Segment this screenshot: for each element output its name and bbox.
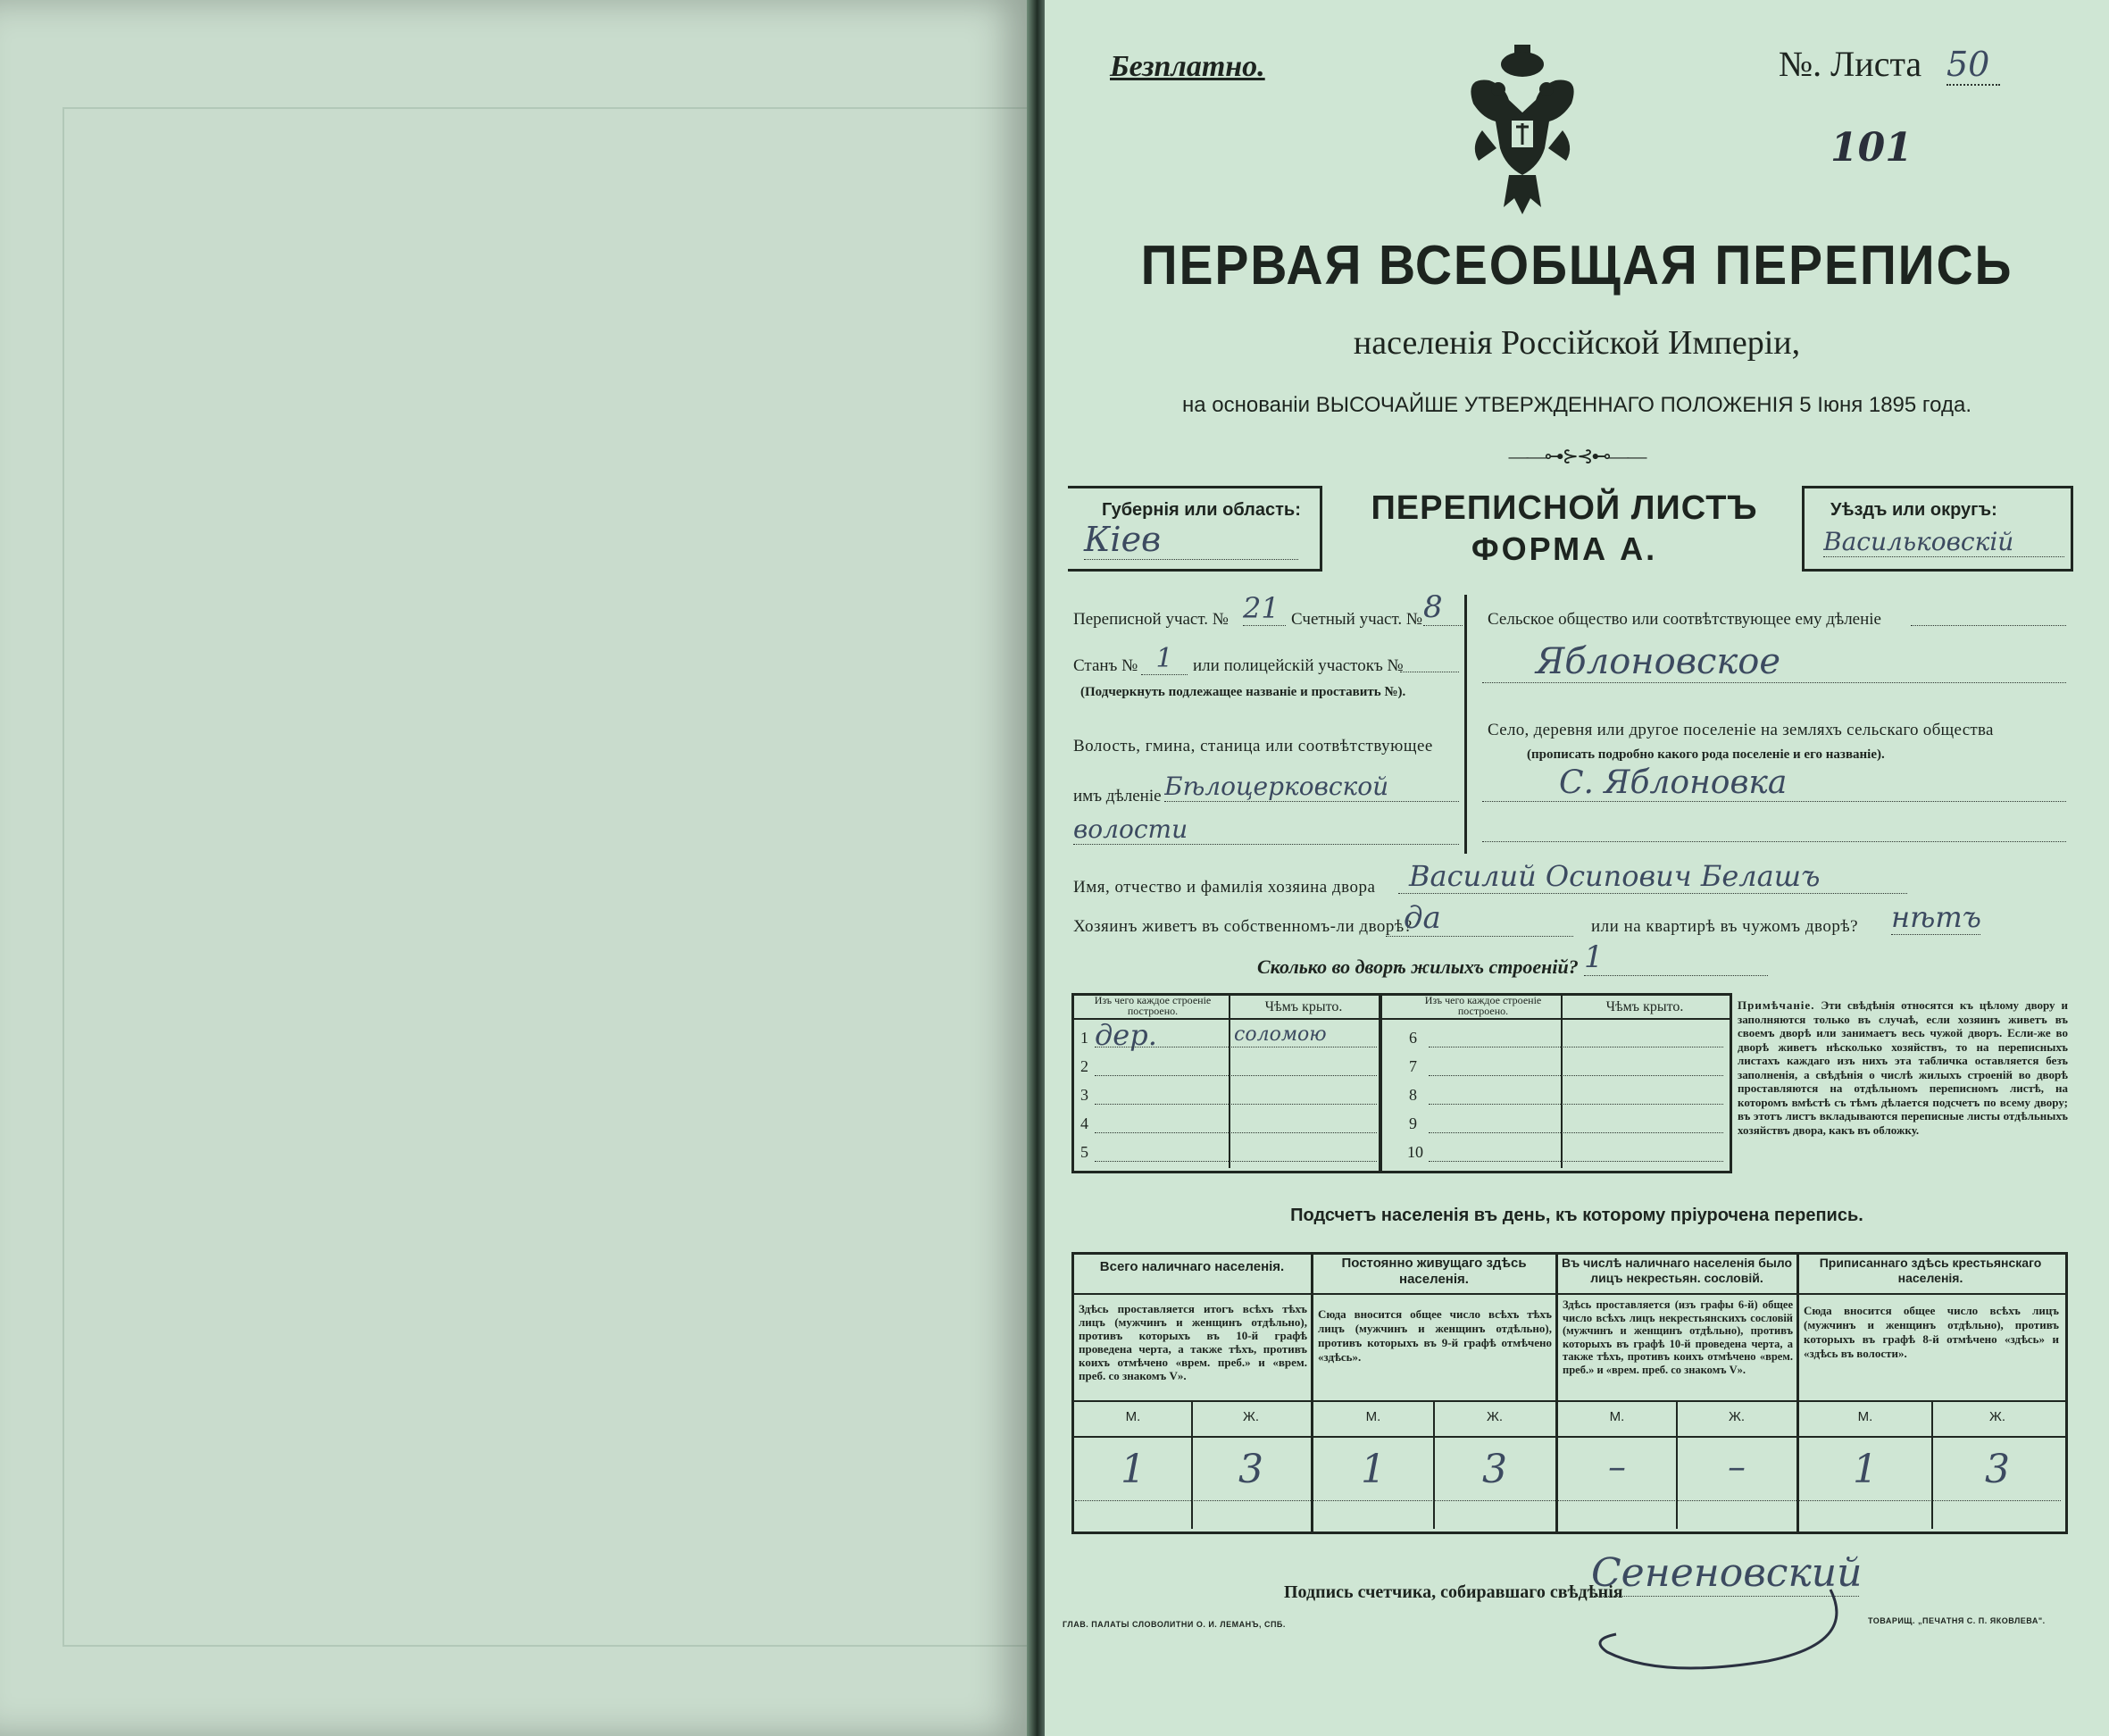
left-page [0, 0, 1034, 1736]
legal-basis: на основаніи ВЫСОЧАЙШЕ УТВЕРЖДЕННАГО ПОЛОЖЕНІЯ 5 Іюня 1895 года. [1181, 393, 1971, 417]
village-value: С. Яблоновка [1482, 764, 2066, 802]
row-number: 2 [1080, 1057, 1088, 1075]
buildings-header-rule [1071, 1018, 1732, 1020]
free-label: Безплатно. [1110, 50, 1265, 83]
building-row-rule [1429, 1132, 1723, 1133]
material-column-header-left: Изъ чего каждое строеніе построено. [1094, 994, 1212, 1017]
owner-value: Василий Осипович Белашъ [1398, 859, 1907, 894]
building-row-rule [1429, 1161, 1723, 1162]
row-number: 6 [1409, 1029, 1417, 1047]
rent-label: или на квартирѣ въ чужомъ дворѣ? [1591, 917, 1859, 936]
population-mf-divider [1931, 1400, 1933, 1529]
stan-label: Станъ № [1073, 656, 1138, 675]
permanent-resident-female-value: 3 [1482, 1447, 1507, 1492]
permanent-resident-title: Постоянно живущаго здѣсь населенія. [1341, 1256, 1527, 1287]
note-heading: Примѣчаніе. [1738, 998, 1815, 1012]
volost-value-1: Бѣлоцерковской [1164, 772, 1459, 802]
permanent-resident-male-value: 1 [1361, 1447, 1386, 1492]
buildings-table [1071, 993, 1732, 1173]
signature-label: Подпись счетчика, собиравшаго свѣдѣнія [1284, 1582, 1623, 1602]
double-headed-eagle-emblem [1464, 41, 1580, 220]
population-mf-divider [1433, 1400, 1435, 1529]
ornament-divider: ——⊶⊱⊰⊷—— [1508, 445, 1646, 467]
material-column-header-right: Изъ чего каждое строеніе построено. [1424, 994, 1542, 1017]
population-heading: Подсчетъ населенія въ день, къ которому пріурочена перепись. [1290, 1206, 1863, 1225]
population-mf-rule [1071, 1436, 2068, 1438]
rent-value: нѣтъ [1891, 900, 1981, 934]
roof-column-header-right: Чѣмъ крыто. [1605, 999, 1684, 1014]
row-number: 3 [1080, 1086, 1088, 1104]
census-section-label: Переписной участ. № [1073, 610, 1229, 629]
community-label-line [1911, 625, 2066, 626]
bleed-through-frame [63, 107, 1029, 1647]
total-present-title: Всего наличнаго населенія. [1099, 1259, 1285, 1274]
female-label: Ж. [1728, 1409, 1746, 1424]
police-precinct-label: или полицейскій участокъ № [1193, 656, 1404, 675]
building-row-rule [1095, 1132, 1377, 1133]
registered-peasant-desc: Сюда вносится общее число всѣхъ лицъ (мужчинъ и женщинъ отдѣльно), противъ которыхъ въ графѣ 8-й отмѣчено «здѣсь» и «здѣсь въ волости». [1804, 1304, 2059, 1360]
province-value: Кіев [1084, 520, 1298, 560]
village-extra-line [1482, 841, 2066, 842]
sheet-number-label: №. Листа [1779, 44, 1922, 84]
building-row-rule [1095, 1075, 1377, 1076]
owner-label: Имя, отчество и фамилія хозяина двора [1073, 878, 1376, 897]
community-label: Сельское общество или соотвѣтствующее ему дѣленіе [1488, 610, 1881, 629]
buildings-label: Сколько во дворѣ жилыхъ строеній? [1257, 956, 1579, 978]
note-text: Эти свѣдѣнія относятся къ цѣлому двору и заполняются только въ случаѣ, если хозяинъ живетъ въ своемъ дворѣ или занимаетъ весь чужой дворъ. Если-же во дворѣ живетъ нѣсколько хозяйствъ, то на переписныхъ листахъ каждаго изъ нихъ эта табличка оставляется безъ заполненія, а свѣдѣнія о числѣ жилыхъ строеній во дворѣ проставляются на отдѣльномъ переписномъ листѣ, на которомъ вмѣстѣ съ тѣмъ дѣлается подсчетъ по всему двору; въ этотъ листъ вкладываются переписные листы отдѣльныхъ хозяйствъ двора, какъ въ обложку. [1738, 998, 2068, 1137]
signature-flourish [1589, 1581, 1857, 1679]
registered-peasant-title: Приписаннаго здѣсь крестьянскаго населенія. [1819, 1256, 2042, 1285]
census-section-value: 21 [1243, 591, 1286, 626]
census-form-page [1045, 0, 2109, 1736]
population-values-rule [1075, 1500, 2061, 1501]
buildings-note [1738, 998, 2068, 1137]
count-section-value: 8 [1423, 589, 1463, 626]
male-label: М. [1609, 1409, 1625, 1424]
count-section-label: Счетный участ. № [1291, 610, 1422, 629]
underline-note: (Подчеркнуть подлежащее названіе и проставить №). [1080, 685, 1406, 699]
total-present-desc: Здѣсь проставляется итогъ всѣхъ тѣхъ лицъ (мужчинъ и женщинъ отдѣльно), противъ которыхъ въ 10-й графѣ проведена черта, а также тѣхъ, противъ коихъ отмѣчено «врем. преб.» и «врем. преб. со знакомъ V». [1079, 1302, 1307, 1382]
row-number: 1 [1080, 1029, 1088, 1047]
row-number: 10 [1407, 1143, 1423, 1161]
male-label: М. [1365, 1409, 1381, 1424]
village-label: Село, деревня или другое поселеніе на земляхъ сельскаго общества [1488, 721, 1994, 739]
building-row-rule [1429, 1104, 1723, 1105]
own-yard-value: да [1386, 900, 1573, 937]
non-peasant-male-value: – [1608, 1447, 1626, 1488]
female-label: Ж. [1486, 1409, 1504, 1424]
female-label: Ж. [1988, 1409, 2006, 1424]
enumerator-signature: Сененовский [1591, 1550, 1863, 1596]
field-separator [1464, 595, 1467, 854]
building-roof-cell: соломою [1234, 1023, 1327, 1046]
printer-right: ТОВАРИЩ. „ПЕЧАТНЯ С. П. ЯКОВЛЕВА". [1868, 1616, 2046, 1625]
female-label: Ж. [1242, 1409, 1260, 1424]
population-mf-divider [1676, 1400, 1678, 1529]
building-row-rule [1095, 1161, 1377, 1162]
buildings-table-divider [1379, 993, 1382, 1173]
stan-value: 1 [1141, 643, 1188, 675]
volost-label-2: имъ дѣленіе [1073, 787, 1162, 805]
building-material-cell: дер. [1095, 1018, 1157, 1052]
non-peasant-title: Въ числѣ наличнаго населенія было лицъ некрестьян. сословій. [1561, 1256, 1793, 1285]
population-desc-rule [1071, 1400, 2068, 1402]
volost-label-1: Волость, гмина, станица или соотвѣтствующее [1073, 737, 1433, 755]
building-row-rule [1429, 1075, 1723, 1076]
row-number: 7 [1409, 1057, 1417, 1075]
registered-peasant-female-value: 3 [1985, 1447, 2010, 1492]
district-label: Уѣздъ или округъ: [1830, 500, 1997, 520]
male-label: М. [1125, 1409, 1141, 1424]
buildings-value: 1 [1584, 939, 1768, 976]
non-peasant-female-value: – [1728, 1447, 1746, 1488]
building-row-rule [1095, 1104, 1377, 1105]
total-present-male-value: 1 [1121, 1447, 1146, 1492]
printer-left: ГЛАВ. ПАЛАТЫ СЛОВОЛИТНИ О. И. ЛЕМАНЪ, СПБ. [1063, 1620, 1286, 1629]
permanent-resident-desc: Сюда вносится общее число всѣхъ тѣхъ лицъ (мужчинъ и женщинъ отдѣльно), противъ которыхъ въ 9-й графѣ отмѣчено «здѣсь». [1318, 1307, 1552, 1364]
registered-peasant-male-value: 1 [1853, 1447, 1878, 1492]
male-label: М. [1857, 1409, 1873, 1424]
subtitle: населенія Россійской Имперіи, [1353, 324, 1801, 362]
non-peasant-desc: Здѣсь проставляется (изъ графы 6-й) общее число всѣхъ лицъ некрестьянскихъ сословій (мужчинъ и женщинъ отдѣльно), противъ которыхъ въ графѣ 10-й проведена черта, а также тѣхъ, противъ коихъ отмѣчено «врем. преб.» и «врем. преб. со знакомъ V». [1563, 1298, 1793, 1376]
sheet-number-extra: 101 [1830, 125, 1913, 171]
province-label: Губернія или область: [1102, 500, 1301, 520]
roof-column-header-left: Чѣмъ крыто. [1264, 999, 1343, 1014]
volost-value-2: волости [1073, 814, 1459, 845]
form-name: ФОРМА А. [1471, 530, 1658, 567]
row-number: 8 [1409, 1086, 1417, 1104]
row-number: 5 [1080, 1143, 1088, 1161]
population-title-rule [1071, 1293, 2068, 1295]
main-title: ПЕРВАЯ ВСЕОБЩАЯ ПЕРЕПИСЬ [1140, 235, 2013, 296]
total-present-female-value: 3 [1238, 1447, 1263, 1492]
row-number: 9 [1409, 1114, 1417, 1132]
sheet-title: ПЕРЕПИСНОЙ ЛИСТЪ [1371, 489, 1758, 527]
own-yard-label: Хозяинъ живетъ въ собственномъ-ли дворѣ? [1073, 917, 1413, 936]
district-value: Васильковскій [1823, 527, 2064, 557]
community-value: Яблоновское [1482, 641, 2066, 683]
village-note: (прописать подробно какого рода поселеніе и его названіе). [1527, 747, 1885, 762]
sheet-number-value: 50 [1946, 45, 2000, 86]
row-number: 4 [1080, 1114, 1088, 1132]
